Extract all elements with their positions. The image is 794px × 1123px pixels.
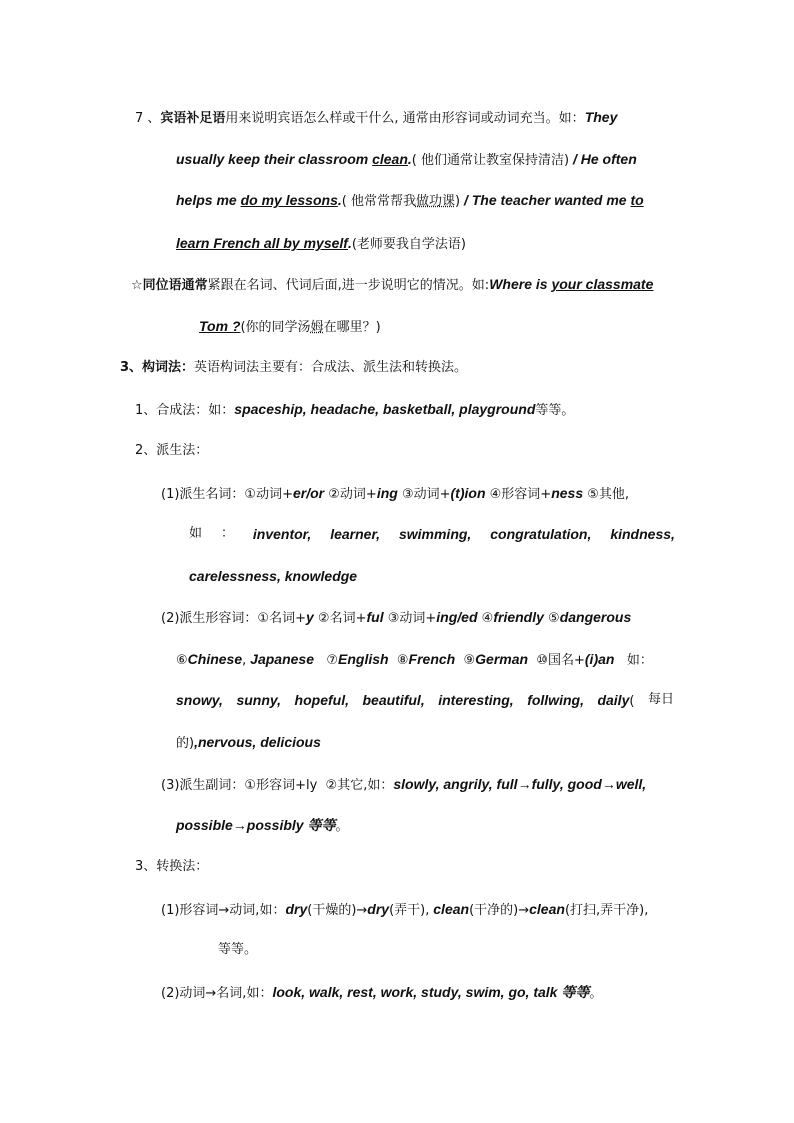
term-appositive: 同位语通常	[142, 278, 208, 293]
translation-text: 每日	[647, 692, 674, 707]
translation-text: 的)	[176, 736, 195, 751]
suffix: (t)ion	[450, 485, 486, 501]
example-word: clean	[529, 901, 565, 917]
example-word: daily	[597, 692, 630, 708]
s3-heading	[120, 359, 467, 377]
example-word: English	[338, 651, 389, 667]
example-text: helps me	[176, 192, 241, 208]
example-text: The teacher wanted me	[471, 192, 631, 208]
example-words: look, walk, rest, work, study, swim, go, talk 等等	[272, 984, 590, 1000]
translation-dotted: 姆	[310, 320, 324, 335]
s7-line1	[135, 108, 617, 128]
suffix: friendly	[493, 609, 544, 625]
example-word: interesting,	[438, 692, 514, 708]
derivation-label	[135, 442, 208, 460]
rule-text: ⑤	[548, 611, 560, 626]
s7-line2	[176, 150, 637, 170]
rule-text: ⑥	[176, 653, 188, 668]
example-word: French	[408, 651, 456, 667]
example-marker: 如	[189, 526, 203, 541]
adj-label: (2)派生形容词：	[161, 611, 258, 626]
example-underlined: to	[630, 192, 644, 208]
item-number: 7 、	[135, 111, 161, 126]
separator: ,	[242, 653, 247, 668]
section-title: 3、构词法：	[120, 360, 195, 375]
translation-text: ( 他们通常让教室保持清洁)	[411, 153, 570, 168]
example-text: They	[584, 109, 618, 125]
etc-text: 等等。	[218, 942, 258, 957]
example-word: Japanese	[246, 651, 314, 667]
conv1-label: (1)形容词→动词,如：	[161, 903, 286, 918]
rule-text: ⑤其他,	[587, 487, 630, 502]
example-word: slowly, angrily, full	[393, 776, 518, 792]
example-word: kindness,	[610, 526, 675, 542]
colon: ：	[220, 526, 234, 541]
conversion-label	[135, 858, 208, 876]
example-text: .	[347, 235, 352, 251]
example-text: Where is	[489, 276, 552, 292]
derivation-heading: 2、派生法：	[135, 443, 209, 458]
adj-rules-line2	[176, 650, 653, 670]
example-underlined: your classmate	[551, 276, 654, 292]
rule-text: ①名词+	[257, 611, 306, 626]
example-underlined: do my lessons	[240, 192, 338, 208]
rule-text: ①动词+	[244, 487, 293, 502]
example-word: hopeful,	[294, 692, 349, 708]
arrow-icon: →	[517, 776, 532, 792]
example-word: swimming,	[398, 526, 472, 542]
adv-rules-line2	[176, 816, 349, 836]
example-word: learner,	[330, 526, 381, 542]
rule-text: ⑧	[396, 653, 409, 668]
separator: /	[569, 151, 581, 167]
adj-examples-line	[176, 691, 674, 711]
rule-text: ⑩国名+	[536, 653, 585, 668]
compound-examples: spaceship, headache, basketball, playground	[234, 401, 536, 417]
rule-text: ⑨	[463, 653, 476, 668]
rule-text: ②名词+	[317, 611, 367, 626]
rule-text: ④	[481, 611, 494, 626]
example-word: clean	[429, 901, 470, 917]
compound-label: 1、合成法：如：	[135, 403, 235, 418]
example-text: He often	[580, 151, 637, 167]
rule-text: ③动词+	[401, 487, 451, 502]
suffix: er/or	[292, 485, 325, 501]
example-text: .	[337, 192, 342, 208]
example-underlined: clean	[372, 151, 408, 167]
conv1-line	[161, 900, 648, 920]
noun-examples-line2	[189, 567, 357, 587]
noun-rules-line	[161, 484, 629, 504]
example-text: usually keep their classroom	[176, 151, 373, 167]
suffix: dangerous	[559, 609, 632, 625]
example-word: Chinese	[187, 651, 243, 667]
definition-text: 用来说明宾语怎么样或干什么, 通常由形容词或动词充当。如：	[225, 111, 585, 126]
example-word: dry	[367, 901, 390, 917]
rule-text: ①形容词+ly	[244, 778, 318, 793]
example-underlined: Tom ?	[199, 318, 241, 334]
example-word: carelessness, knowledge	[189, 568, 358, 584]
translation-dotted: 做功课	[415, 194, 455, 209]
s7-line3	[176, 191, 644, 211]
translation-text: 在哪里？)	[323, 320, 381, 335]
arrow-icon: →	[601, 776, 616, 792]
adv-rules-line	[161, 775, 646, 795]
translation-text: (老师要我自学法语)	[351, 237, 467, 252]
translation-text: (	[629, 694, 635, 709]
rule-text: ⑦	[326, 653, 339, 668]
suffix: (i)an	[584, 651, 615, 667]
translation-text: (干净的)→	[469, 903, 530, 918]
translation-text: )	[454, 194, 461, 209]
example-text: .	[407, 151, 412, 167]
example-word: beautiful,	[362, 692, 425, 708]
arrow-icon: →	[232, 817, 247, 833]
punctuation: 。	[589, 986, 603, 1001]
rule-text: ④形容词+	[489, 487, 552, 502]
example-marker: 如：	[626, 653, 653, 668]
punctuation: 。	[335, 819, 349, 834]
example-word: follwing,	[527, 692, 584, 708]
example-word: fully, good	[531, 776, 602, 792]
rule-text: ②其它,如：	[325, 778, 394, 793]
example-word: well,	[615, 776, 647, 792]
section-desc: 英语构词法主要有：合成法、派生法和转换法。	[194, 360, 468, 375]
example-word: German	[475, 651, 529, 667]
suffix: ness	[551, 485, 584, 501]
s7-line4	[176, 234, 466, 254]
example-word: congratulation,	[490, 526, 592, 542]
adv-label: (3)派生副词：	[161, 778, 245, 793]
definition-text: 紧跟在名词、代词后面,进一步说明它的情况。如:	[207, 278, 490, 293]
translation-text: (弄干),	[389, 903, 430, 918]
suffix: y	[305, 609, 314, 625]
example-word: snowy,	[176, 692, 223, 708]
noun-label: (1)派生名词：	[161, 487, 245, 502]
suffix: ful	[366, 609, 384, 625]
conv1-line2	[218, 941, 257, 959]
rule-text: ②动词+	[328, 487, 377, 502]
translation-text: (你的同学汤	[240, 320, 311, 335]
rule-text: ③动词+	[387, 611, 437, 626]
suffix: ing/ed	[436, 609, 478, 625]
example-word: dry	[285, 901, 308, 917]
suffix: ing	[376, 485, 398, 501]
example-word: possible	[176, 817, 233, 833]
compound-line	[135, 400, 574, 420]
separator: /	[460, 192, 472, 208]
example-word: inventor,	[252, 526, 312, 542]
conv2-line	[161, 983, 602, 1003]
appos-line1	[131, 275, 653, 295]
adj-examples-line2	[176, 733, 321, 753]
term-object-complement: 宾语补足语	[160, 111, 226, 126]
etc-text: 等等。	[535, 403, 575, 418]
conversion-heading: 3、转换法：	[135, 859, 209, 874]
example-word: possibly 等等	[246, 817, 336, 833]
appos-line2	[199, 317, 381, 337]
conv2-label: (2)动词→名词,如：	[161, 986, 273, 1001]
star-icon: ☆	[131, 278, 143, 293]
example-underlined: learn French all by myself	[176, 235, 348, 251]
example-word: ,nervous, delicious	[194, 734, 321, 750]
translation-text: (干燥的)→	[307, 903, 368, 918]
noun-examples-line	[189, 525, 675, 543]
translation-text: (打扫,弄干净),	[564, 903, 649, 918]
example-word: sunny,	[236, 692, 282, 708]
adj-rules-line	[161, 608, 631, 628]
translation-text: ( 他常常帮我	[341, 194, 416, 209]
